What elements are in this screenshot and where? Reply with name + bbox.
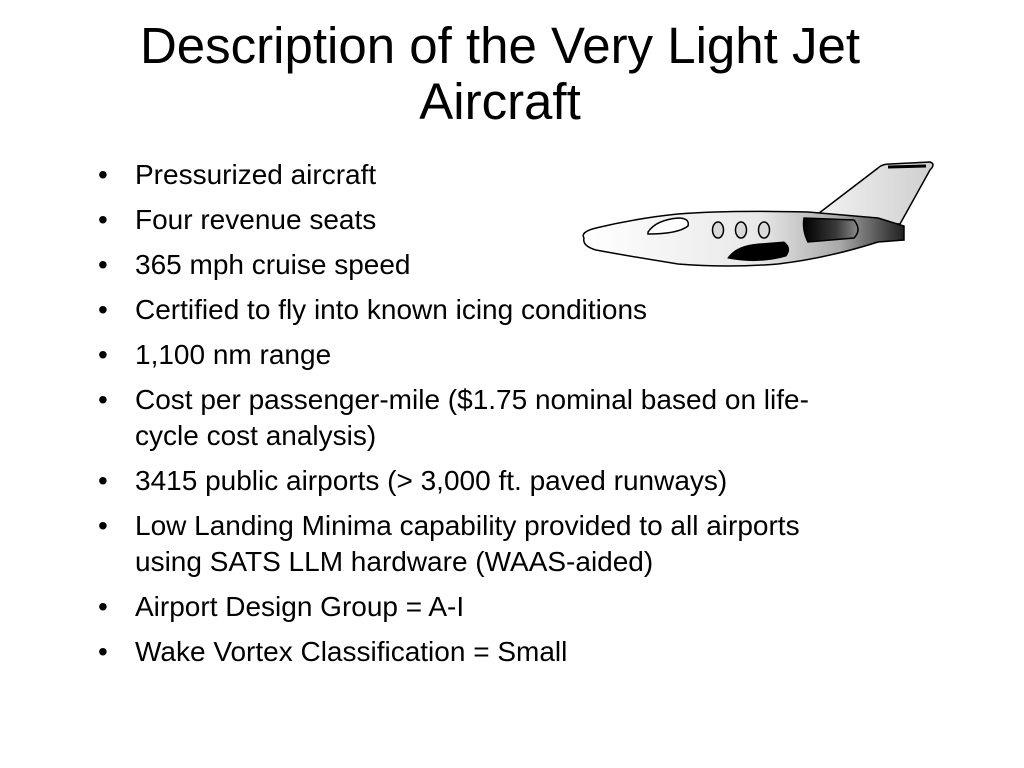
bullet-marker: • xyxy=(98,510,108,541)
bullet-text: 3415 public airports (> 3,000 ft. paved runways) xyxy=(135,465,728,496)
bullet-marker: • xyxy=(98,249,108,280)
bullet-marker: • xyxy=(98,204,108,235)
bullet-list xyxy=(98,157,858,679)
bullet-text: Pressurized aircraft xyxy=(135,159,377,190)
bullet-text: Four revenue seats xyxy=(135,204,377,235)
bullet-text: 365 mph cruise speed xyxy=(135,249,411,280)
bullet-marker: • xyxy=(98,384,108,415)
bullet-marker: • xyxy=(98,636,108,667)
list-item xyxy=(98,157,858,193)
list-item xyxy=(98,463,858,499)
list-item xyxy=(98,634,858,670)
bullet-marker: • xyxy=(98,159,108,190)
bullet-marker: • xyxy=(98,294,108,325)
list-item xyxy=(98,382,858,454)
slide-title xyxy=(30,18,970,130)
bullet-marker: • xyxy=(98,465,108,496)
list-item xyxy=(98,247,858,283)
list-item xyxy=(98,202,858,238)
bullet-text: 1,100 nm range xyxy=(135,339,332,370)
bullet-text: Wake Vortex Classification = Small xyxy=(135,636,568,667)
list-item xyxy=(98,337,858,373)
bullet-text: Low Landing Minima capability provided to all airports using SATS LLM hardware (WAAS-aided) xyxy=(135,510,800,577)
title-line-1: Description of the Very Light Jet xyxy=(139,17,861,74)
bullet-marker: • xyxy=(98,339,108,370)
bullet-marker: • xyxy=(98,591,108,622)
list-item xyxy=(98,589,858,625)
tail-stripe xyxy=(888,166,926,167)
title-line-2: Aircraft xyxy=(419,73,581,130)
list-item xyxy=(98,508,858,580)
bullet-text: Airport Design Group = A-I xyxy=(135,591,465,622)
bullet-text: Certified to fly into known icing conditions xyxy=(135,294,648,325)
list-item xyxy=(98,292,858,328)
bullet-text: Cost per passenger-mile ($1.75 nominal based on life-cycle cost analysis) xyxy=(135,384,809,451)
